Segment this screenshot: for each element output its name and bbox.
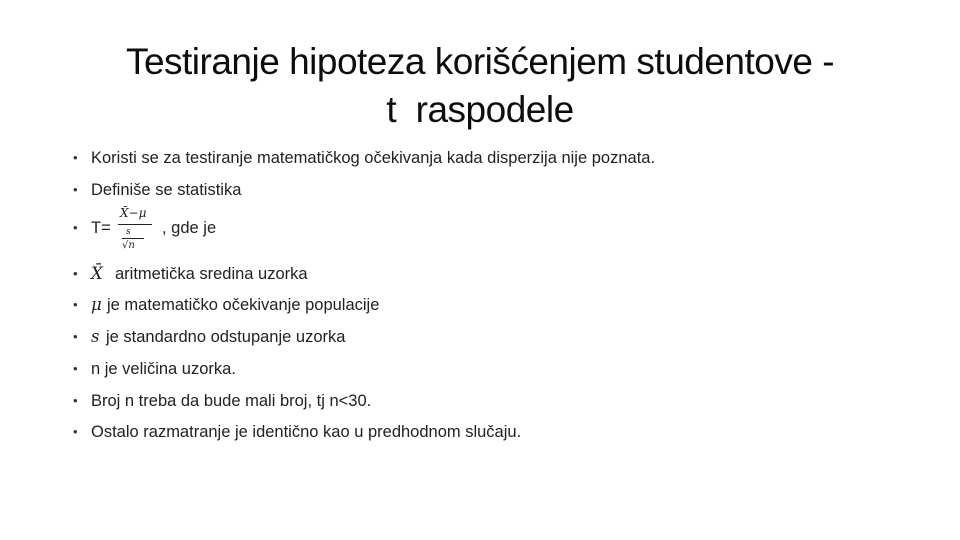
formula-inner-denominator: √n	[122, 240, 135, 251]
bullet-icon: •	[73, 424, 78, 439]
formula-suffix: , gde je	[162, 219, 217, 237]
bullet-text: je matematičko očekivanje populacije	[107, 296, 380, 314]
bullet-text: n je veličina uzorka.	[91, 360, 236, 378]
bullet-text: je standardno odstupanje uzorka	[106, 328, 346, 346]
bullet-icon: •	[73, 361, 78, 376]
mu-symbol: μ	[91, 295, 102, 314]
bullet-icon: •	[73, 297, 78, 312]
bullet-text: Definiše se statistika	[91, 181, 242, 199]
bullet-icon: •	[73, 266, 78, 281]
bullet-icon: •	[73, 182, 78, 197]
bullet-text: aritmetička sredina uzorka	[115, 265, 308, 283]
bullet-text: Broj n treba da bude mali broj, tj n<30.	[91, 392, 372, 410]
t-statistic-formula	[118, 206, 152, 256]
title-line-1: Testiranje hipoteza korišćenjem studentove -	[125, 41, 835, 82]
inner-fraction-bar	[122, 238, 144, 239]
s-symbol: s	[91, 327, 100, 346]
formula-inner-numerator: s	[126, 227, 131, 237]
bullet-icon: •	[73, 150, 78, 165]
bullet-icon: •	[73, 220, 78, 235]
bullet-icon: •	[73, 393, 78, 408]
xbar-symbol: X̄	[91, 264, 103, 283]
fraction-bar	[118, 224, 152, 225]
bullet-text: Koristi se za testiranje matematičkog očekivanja kada disperzija nije poznata.	[91, 149, 656, 167]
title-line-2: t raspodele	[386, 89, 574, 130]
formula-prefix: T=	[91, 219, 111, 237]
bullet-icon: •	[73, 329, 78, 344]
formula-numerator: X̄−μ	[120, 206, 147, 220]
bullet-text: Ostalo razmatranje je identično kao u predhodnom slučaju.	[91, 423, 522, 441]
